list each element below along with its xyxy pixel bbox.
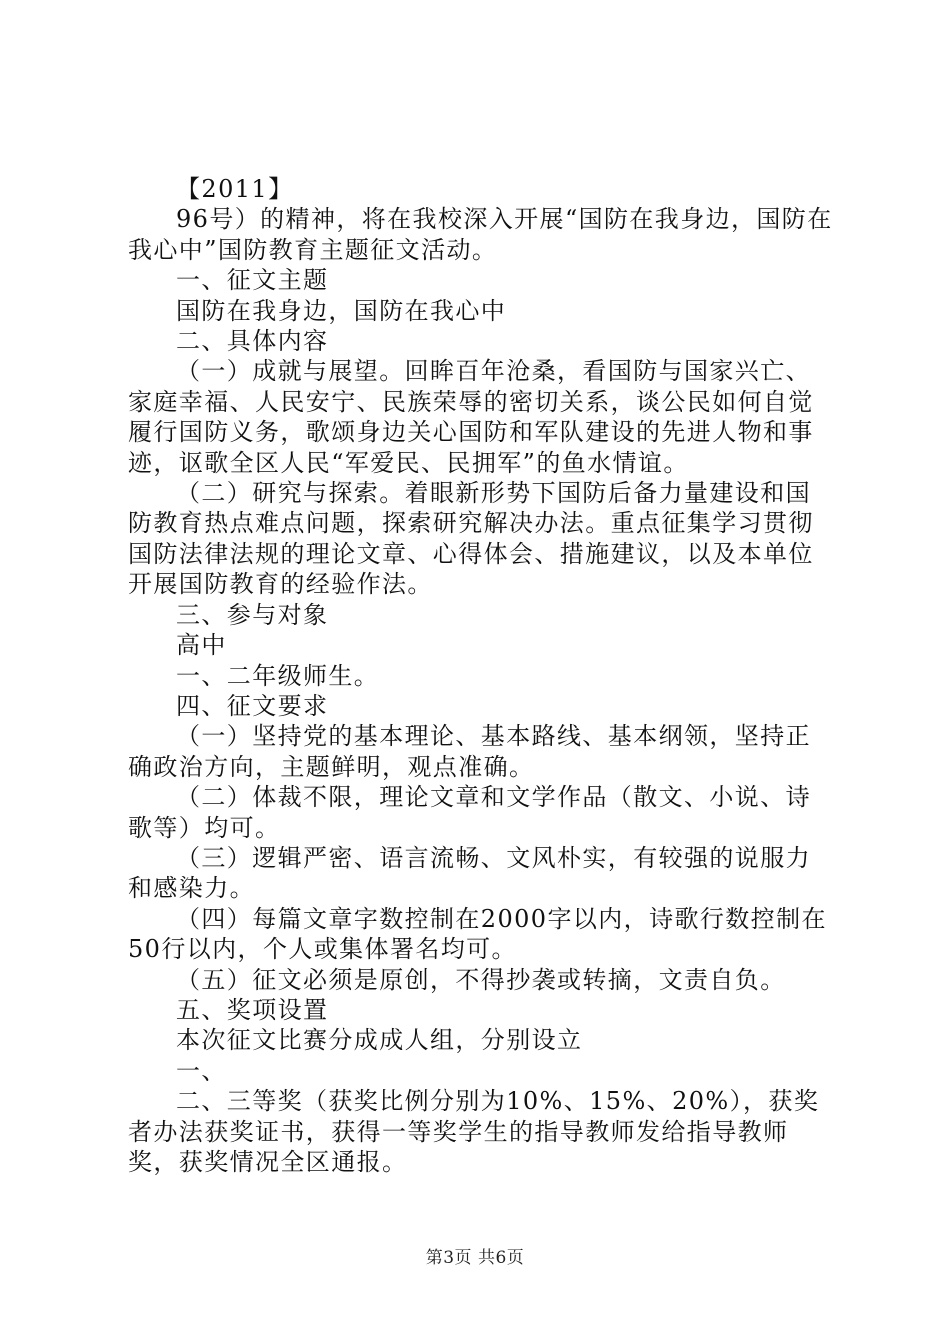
paragraph-requirement-2: （二）体裁不限，理论文章和文学作品（散文、小说、诗歌等）均可。: [128, 783, 811, 842]
paragraph-content-2: （二）研究与探索。着眼新形势下国防后备力量建设和国防教育热点难点问题，探索研究解决办法。重点征集学习贯彻国防法律法规的理论文章、心得体会、措施建议，以及本单位开展国防教育的经验作法。: [128, 479, 814, 599]
paragraph-requirement-1: （一）坚持党的基本理论、基本路线、基本纲领，坚持正确政治方向，主题鲜明，观点准确。: [128, 722, 811, 781]
heading-content: 二、具体内容: [176, 327, 329, 356]
paragraph-intro: 96号）的精神，将在我校深入开展“国防在我身边，国防在我心中”国防教育主题征文活动。: [128, 205, 833, 264]
paragraph-theme: 国防在我身边，国防在我心中: [176, 296, 507, 325]
paragraph-content-1: （一）成就与展望。回眸百年沧桑，看国防与国家兴亡、家庭幸福、人民安宁、民族荣辱的密切关系，谈公民如何自觉履行国防义务，歌颂身边关心国防和军队建设的先进人物和事迹，讴歌全区人民“军爱民、民拥军”的鱼水情谊。: [128, 357, 814, 477]
paragraph-awards-2: 一、: [176, 1056, 227, 1085]
document-body: [128, 174, 834, 1177]
paragraph-awards-1: 本次征文比赛分成成人组，分别设立: [176, 1026, 583, 1055]
heading-participants: 三、参与对象: [176, 600, 329, 629]
paragraph-year: 【2011】: [176, 175, 294, 203]
heading-requirements: 四、征文要求: [176, 691, 329, 720]
paragraph-requirement-3: （三）逻辑严密、语言流畅、文风朴实，有较强的说服力和感染力。: [128, 843, 811, 903]
paragraph-requirement-4: （四）每篇文章字数控制在2000字以内，诗歌行数控制在50行以内，个人或集体署名均可。: [128, 904, 827, 964]
paragraph-participants-2: 一、二年级师生。: [176, 661, 380, 690]
heading-awards: 五、奖项设置: [176, 995, 329, 1024]
paragraph-requirement-5: （五）征文必须是原创，不得抄袭或转摘，文责自负。: [176, 965, 786, 994]
heading-theme: 一、征文主题: [176, 266, 329, 295]
page-footer: 第3页 共6页: [425, 1248, 525, 1268]
paragraph-participants-1: 高中: [176, 631, 227, 660]
paragraph-awards-3: 二、三等奖（获奖比例分别为10%、15%、20%），获奖者办法获奖证书，获得一等奖学生的指导教师发给指导教师奖，获奖情况全区通报。: [128, 1087, 820, 1176]
